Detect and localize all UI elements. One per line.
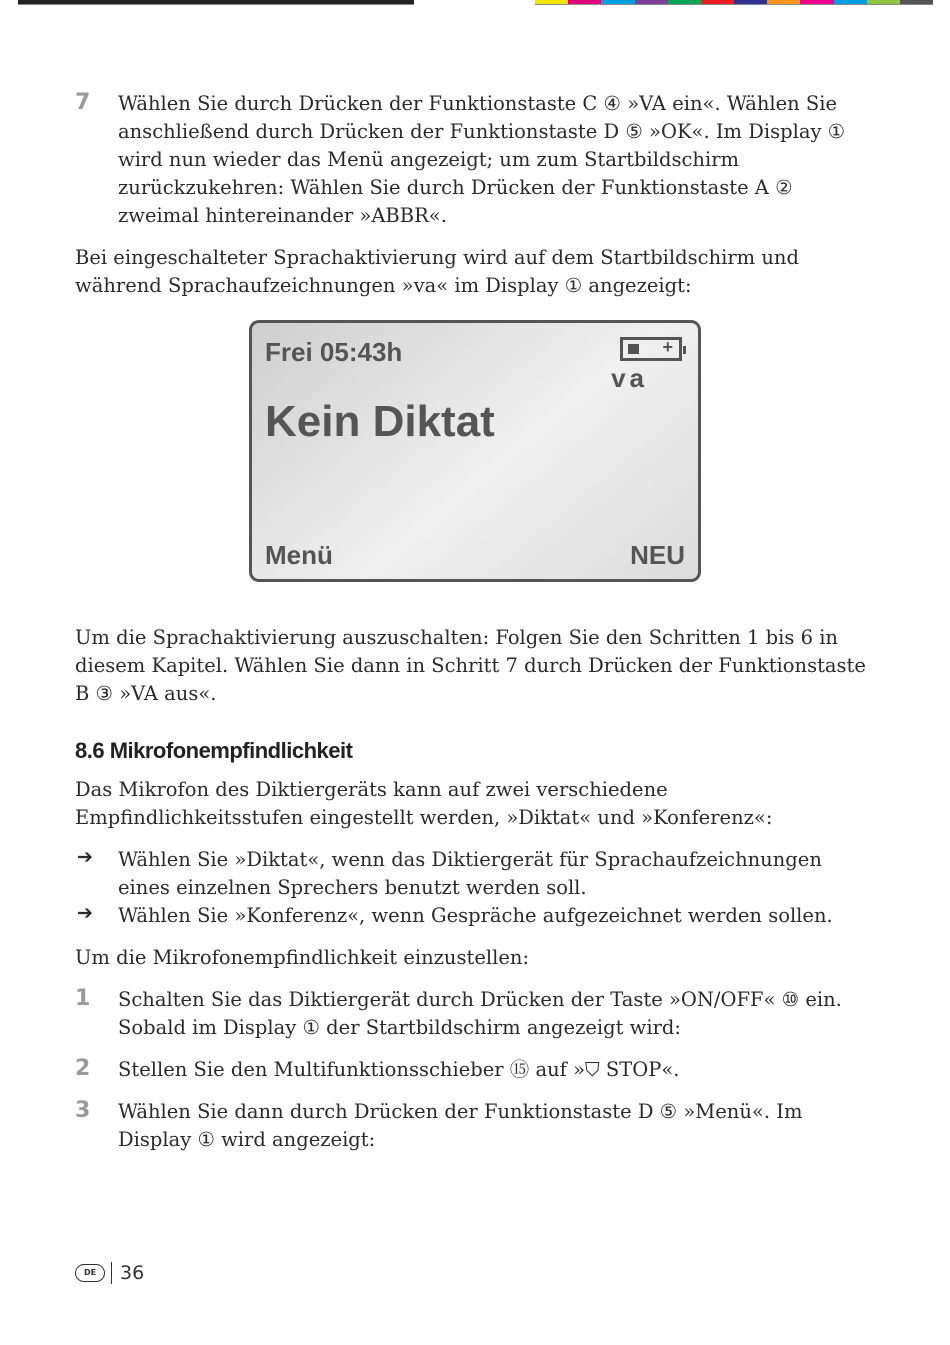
print-color-bar [535, 0, 933, 5]
step-number: 7 [75, 90, 91, 115]
color-swatch [601, 0, 634, 4]
color-swatch [635, 0, 668, 4]
soft-key-left: Menü [265, 540, 333, 570]
arrow-icon: ➔ [77, 902, 93, 924]
va-indicator: va [611, 363, 648, 393]
step-1: 1 Schalten Sie das Diktiergerät durch Drücken der Taste »ON/OFF« ⑩ ein. Sobald im Display ① der Startbildschirm angezeigt wird: [75, 986, 842, 1039]
color-swatch [800, 0, 833, 4]
free-time: Frei 05:43h [265, 337, 403, 367]
deactivate-text: Um die Sprachaktivierung auszuschalten: Folgen Sie den Schritten 1 bis 6 in diesem Kapitel. Wählen Sie dann in Schritt 7 durch Drücken der Funktionstaste B ③ »VA aus«. [75, 626, 866, 705]
status-text: Kein Diktat [265, 397, 495, 446]
display-illustration [249, 320, 875, 582]
steps-lead: Um die Mikrofonempfindlichkeit einzustellen: [75, 946, 530, 969]
step-text: Wählen Sie durch Drücken der Funktionstaste C ④ »VA ein«. Wählen Sie anschließend durch Drücken der Funktionstaste D ⑤ »OK«. Im Display ① wird nun wieder das Menü angezeigt; um zum Startbildschirm zurückzukehren: Wählen Sie durch Drücken der Funktionstaste A ② zweimal hintereinander »ABBR«. [118, 92, 846, 227]
color-swatch [668, 0, 701, 4]
color-swatch [767, 0, 800, 4]
color-swatch [900, 0, 933, 4]
page-content [75, 90, 875, 1168]
step-3: 3 Wählen Sie dann durch Drücken der Funktionstaste D ⑤ »Menü«. Im Display ① wird angezeigt: [75, 1098, 803, 1151]
color-swatch [568, 0, 601, 4]
color-swatch [701, 0, 734, 4]
lcd-display [249, 320, 701, 582]
color-swatch [834, 0, 867, 4]
print-mark-left [18, 0, 414, 5]
arrow-icon: ➔ [77, 846, 93, 868]
color-swatch [535, 0, 568, 4]
bullet-item: ➔ Wählen Sie »Diktat«, wenn das Diktiergerät für Sprachaufzeichnungen eines einzelnen Sprechers benutzt werden soll. [77, 846, 822, 899]
display-intro: Bei eingeschalteter Sprachaktivierung wird auf dem Startbildschirm und während Sprachaufzeichnungen »va« im Display ① angezeigt: [75, 246, 799, 297]
section-intro: Das Mikrofon des Diktiergeräts kann auf zwei verschiedene Empfindlichkeitsstufen eingestellt werden, »Diktat« und »Konferenz«: [75, 778, 773, 829]
color-swatch [867, 0, 900, 4]
soft-key-right: NEU [630, 540, 685, 570]
bullet-item: ➔ Wählen Sie »Konferenz«, wenn Gespräche aufgezeichnet werden sollen. [77, 902, 833, 927]
color-swatch [734, 0, 767, 4]
step-7 [75, 90, 875, 230]
step-2: 2 Stellen Sie den Multifunktionsschieber ⑮ auf »⛉ STOP«. [75, 1056, 680, 1081]
page-footer [75, 1262, 144, 1284]
section-heading: 8.6 Mikrofonempfindlichkeit [75, 738, 353, 763]
page-number: 36 [120, 1262, 145, 1284]
battery-icon: + [620, 337, 682, 361]
language-badge: DE [75, 1264, 105, 1282]
